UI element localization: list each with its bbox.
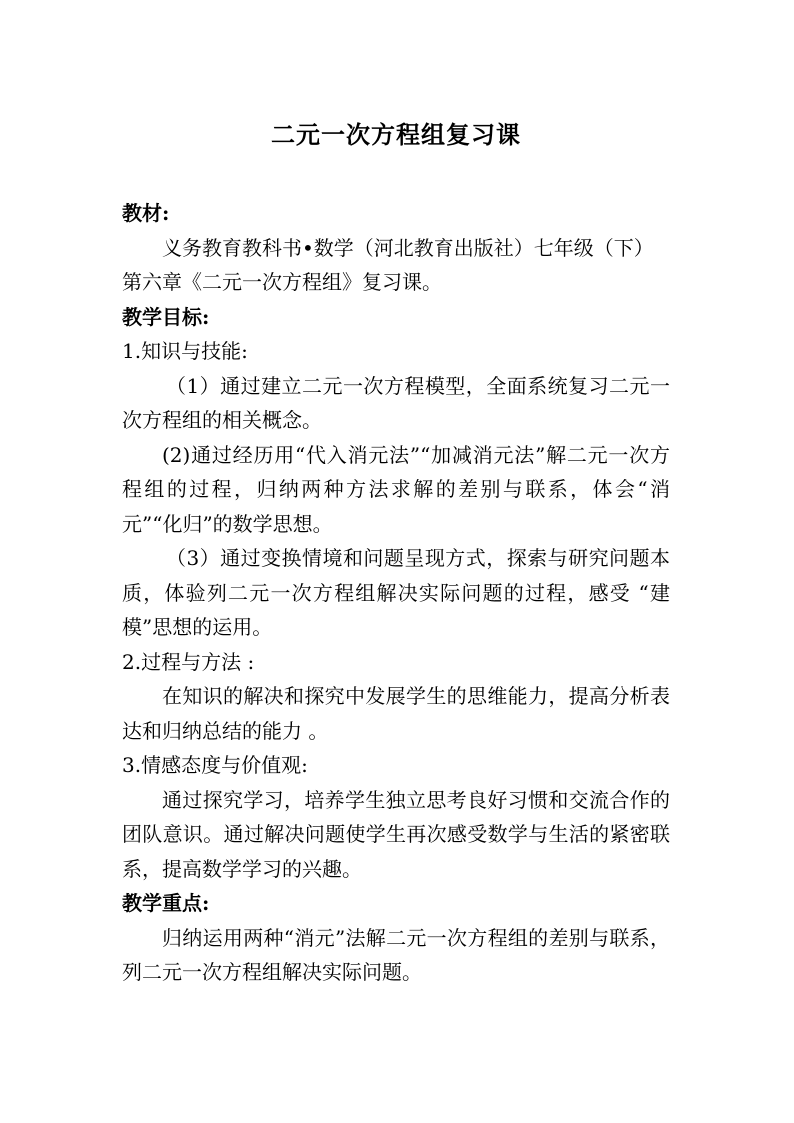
key-points-heading: 教学重点: bbox=[122, 891, 210, 915]
material-heading: 教材: bbox=[122, 201, 170, 225]
goals-heading: 教学目标: bbox=[122, 304, 210, 329]
goal1-item-2: (2)通过经历用“代入消元法”“加减消元法”解二元一次方程组的过程，归纳两种方法求解的差别与联系，体会“消元”“化归”的数学思想。 bbox=[122, 442, 670, 536]
goal2-text: 在知识的解决和探究中发展学生的思维能力，提高分析表达和归纳总结的能力 。 bbox=[122, 684, 670, 743]
goal1-heading: 1.知识与技能: bbox=[122, 339, 248, 363]
page-title: 二元一次方程组复习课 bbox=[271, 120, 521, 149]
goal3-heading: 3.情感态度与价值观: bbox=[122, 753, 308, 777]
goal2-heading: 2.过程与方法 : bbox=[122, 649, 255, 674]
material-line-2: 第六章《二元一次方程组》复习课。 bbox=[122, 270, 442, 294]
goal1-item-1: （1）通过建立二元一次方程模型，全面系统复习二元一次方程组的相关概念。 bbox=[122, 373, 670, 432]
material-line-1: 义务教育教科书•数学（河北教育出版社）七年级（下） bbox=[162, 235, 654, 260]
goal3-text: 通过探究学习，培养学生独立思考良好习惯和交流合作的团队意识。通过解决问题使学生再次感受数学与生活的紧密联系，提高数学学习的兴趣。 bbox=[122, 787, 670, 881]
key-points-text: 归纳运用两种“消元”法解二元一次方程组的差别与联系，列二元一次方程组解决实际问题。 bbox=[122, 925, 670, 984]
goal1-item-3: （3）通过变换情境和问题呈现方式，探索与研究问题本质，体验列二元一次方程组解决实际问题的过程，感受 “建模”思想的运用。 bbox=[122, 546, 670, 639]
